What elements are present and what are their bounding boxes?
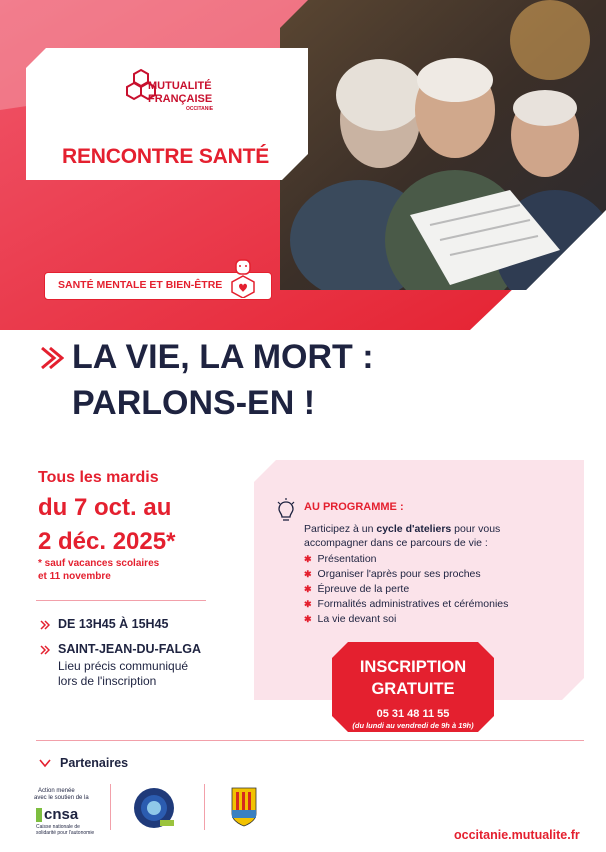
heart-icon (38, 757, 52, 769)
programme-item: ✱ Organiser l'après pour ses proches (304, 568, 481, 580)
time-range: DE 13H45 À 15H45 (58, 617, 169, 631)
dates-note1: * sauf vacances scolaires (38, 558, 160, 569)
theme-label: SANTÉ MENTALE ET BIEN-ÊTRE (58, 279, 223, 291)
programme-item: ✱ Épreuve de la perte (304, 583, 410, 595)
title-line1: LA VIE, LA MORT : (72, 338, 374, 376)
partner-note: Action menée avec le soutien de la (34, 788, 89, 801)
programme-title: AU PROGRAMME : (304, 501, 404, 513)
partner-separator (204, 784, 205, 830)
registration-phone[interactable]: 05 31 48 11 55 (376, 708, 450, 720)
place-detail2: lors de l'inscription (58, 674, 157, 688)
title-chevron-icon (38, 345, 64, 371)
time-chevron-icon (40, 620, 50, 630)
programme-item: ✱ Présentation (304, 553, 377, 565)
website-link[interactable]: occitanie.mutualite.fr (454, 828, 580, 842)
lightbulb-icon (276, 498, 296, 524)
municipal-crest-logo (230, 786, 258, 830)
registration-line1: INSCRIPTION (359, 658, 467, 676)
place-chevron-icon (40, 645, 50, 655)
partners-title: Partenaires (60, 756, 129, 770)
dates-line2: 2 déc. 2025* (38, 528, 176, 555)
divider (36, 740, 584, 741)
logo-line1: MUTUALITÉ (148, 80, 212, 92)
dates-note2: et 11 novembre (38, 571, 111, 582)
registration-line2: GRATUITE (371, 680, 455, 698)
title-line2: PARLONS-EN ! (72, 384, 316, 422)
dates-line1: du 7 oct. au (38, 494, 172, 521)
programme-intro2: accompagner dans ce parcours de vie : (304, 537, 488, 549)
place-name: SAINT-JEAN-DU-FALGA (58, 642, 202, 656)
programme-intro1: Participez à un cycle d'ateliers pour vous (304, 523, 501, 535)
programme-item: ✱ La vie devant soi (304, 613, 397, 625)
divider (36, 600, 206, 601)
programme-item: ✱ Formalités administratives et cérémonies (304, 598, 509, 610)
logo-line2: FRANÇAISE (148, 93, 213, 105)
mental-health-icon (228, 258, 258, 298)
dates-lead: Tous les mardis (38, 469, 159, 486)
event-type: RENCONTRE SANTÉ (62, 145, 270, 168)
mutualite-logo (126, 68, 296, 128)
registration-hours: (du lundi au vendredi de 9h à 19h) (352, 721, 474, 730)
hero-photo (280, 0, 606, 290)
place-detail1: Lieu précis communiqué (58, 659, 189, 673)
cnsa-subtitle: Caisse nationale de solidarité pour l'autonomie (36, 824, 95, 836)
partner-seal-logo (132, 786, 176, 830)
logo-region: OCCITANIE (186, 106, 214, 112)
cnsa-logo: cnsa (36, 806, 78, 823)
partner-separator (110, 784, 111, 830)
